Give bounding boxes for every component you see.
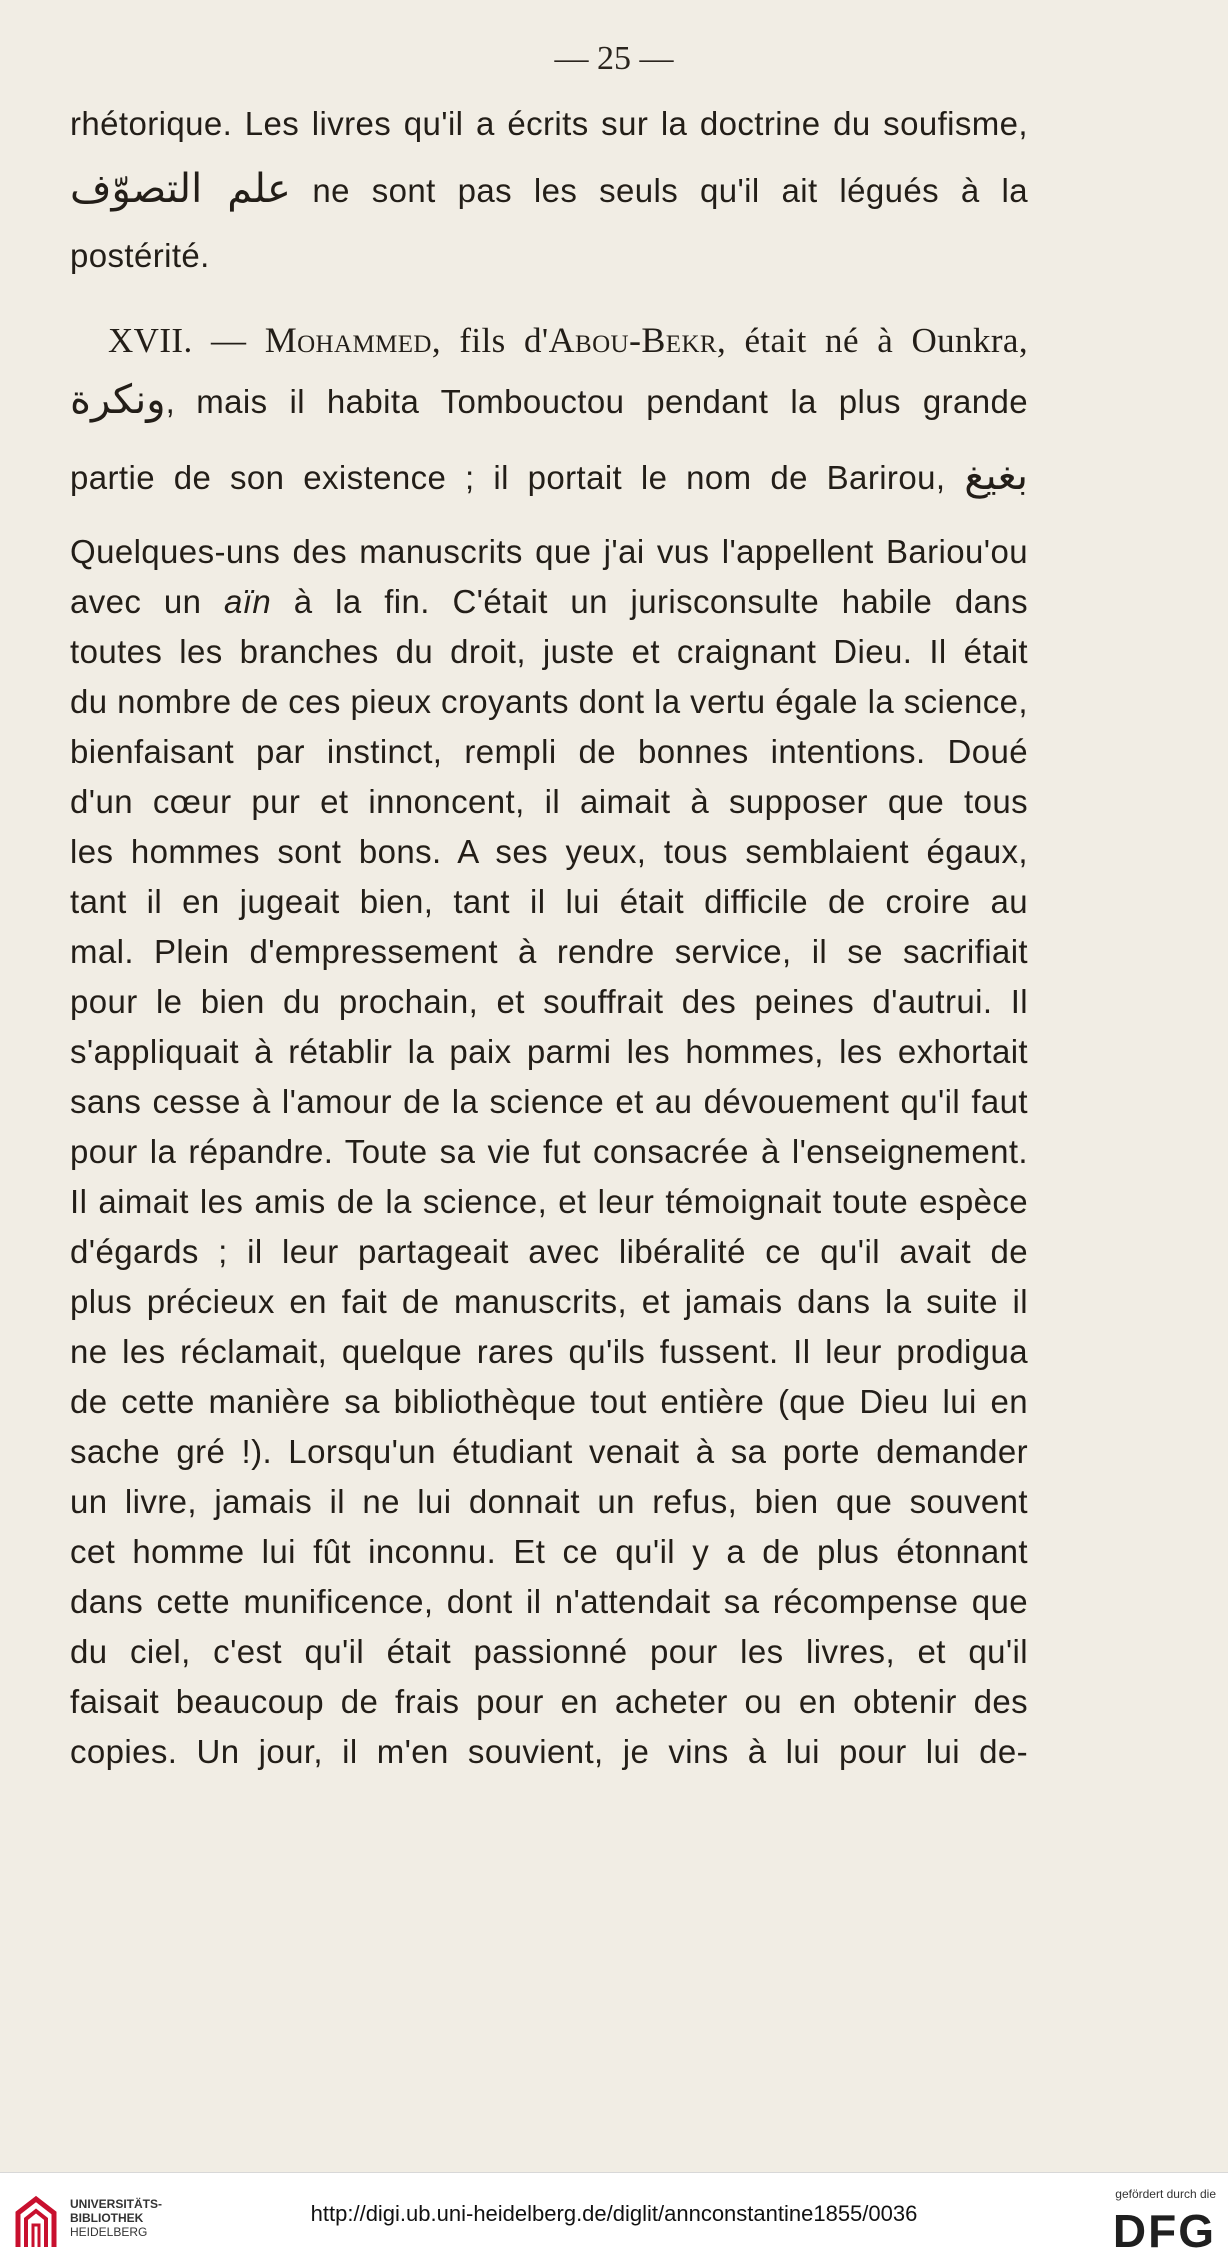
arabic-term: علم التصوّف — [70, 166, 291, 212]
italic-term: aïn — [224, 583, 272, 620]
text-line: tant il en jugeait bien, tant il lui était difficile de croire au — [70, 883, 1028, 920]
text-line: ونكرة, mais il habita Tombouctou pendant la plus grande — [70, 377, 1028, 423]
text-line: rhétorique. Les livres qu'il a écrits sur la doctrine du soufisme, — [70, 105, 1028, 142]
viewer-footer — [0, 2172, 1228, 2263]
text-line: ne les réclamait, quelque rares qu'ils fussent. Il leur prodigua — [70, 1333, 1028, 1370]
text-line: plus précieux en fait de manuscrits, et jamais dans la suite il — [70, 1283, 1028, 1320]
dfg-logo: DFG — [1112, 2205, 1216, 2257]
text-line: d'égards ; il leur partageait avec libéralité ce qu'il avait de — [70, 1233, 1028, 1270]
arabic-term: ونكرة — [70, 377, 166, 423]
text-line: avec un aïn à la fin. C'était un jurisconsulte habile dans — [70, 583, 1028, 620]
text-line: mal. Plein d'empressement à rendre service, il se sacrifiait — [70, 933, 1028, 970]
text-line: du ciel, c'est qu'il était passionné pour les livres, et qu'il — [70, 1633, 1028, 1670]
text-line: toutes les branches du droit, juste et craignant Dieu. Il était — [70, 633, 1028, 670]
arabic-term: بغيغ — [964, 453, 1028, 499]
text-line: s'appliquait à rétablir la paix parmi les hommes, les exhortait — [70, 1033, 1028, 1070]
text-line: pour la répandre. Toute sa vie fut consacrée à l'enseignement. — [70, 1133, 1028, 1170]
text-line: du nombre de ces pieux croyants dont la vertu égale la science, — [70, 683, 1028, 720]
text-line: Quelques-uns des manuscrits que j'ai vus l'appellent Bariou'ou — [70, 533, 1028, 570]
text-line: Il aimait les amis de la science, et leur témoignait toute espèce — [70, 1183, 1028, 1220]
page-number: — 25 — — [554, 40, 674, 77]
text-line: sans cesse à l'amour de la science et au dévouement qu'il faut — [70, 1083, 1028, 1120]
text-line: les hommes sont bons. A ses yeux, tous semblaient égaux, — [70, 833, 1028, 870]
text-line: copies. Un jour, il m'en souvient, je vins à lui pour lui de- — [70, 1733, 1028, 1770]
document-url-link[interactable]: http://digi.ub.uni-heidelberg.de/diglit/annconstantine1855/0036 — [310, 2201, 918, 2226]
text-line: cet homme lui fût inconnu. Et ce qu'il y a de plus étonnant — [70, 1533, 1028, 1570]
person-name: Abou-Bekr — [548, 320, 717, 360]
section-heading-line: XVII. — Mohammed, fils d'Abou-Bekr, était né à Ounkra, — [108, 320, 1028, 360]
text-line: علم التصوّف ne sont pas les seuls qu'il ait légués à la — [70, 166, 1029, 212]
text-line: dans cette munificence, dont il n'attendait sa récompense que — [70, 1583, 1028, 1620]
text-line: postérité. — [70, 237, 210, 274]
text-line: pour le bien du prochain, et souffrait des peines d'autrui. Il — [70, 983, 1028, 1020]
person-name: Mohammed — [264, 320, 432, 360]
text-line: bienfaisant par instinct, rempli de bonnes intentions. Doué — [70, 733, 1028, 770]
library-name: UNIVERSITÄTS- BIBLIOTHEK HEIDELBERG — [70, 2197, 163, 2239]
text-line: partie de son existence ; il portait le nom de Barirou, بغيغ — [70, 453, 1028, 499]
text-line: d'un cœur pur et innoncent, il aimait à supposer que tous — [70, 783, 1028, 820]
text-line: faisait beaucoup de frais pour en acheter ou en obtenir des — [70, 1683, 1028, 1720]
text-line: de cette manière sa bibliothèque tout entière (que Dieu lui en — [70, 1383, 1028, 1420]
funding-label: gefördert durch die — [1115, 2187, 1216, 2201]
text-line: sache gré !). Lorsqu'un étudiant venait à sa porte demander — [70, 1433, 1028, 1470]
text-line: un livre, jamais il ne lui donnait un refus, bien que souvent — [70, 1483, 1028, 1520]
